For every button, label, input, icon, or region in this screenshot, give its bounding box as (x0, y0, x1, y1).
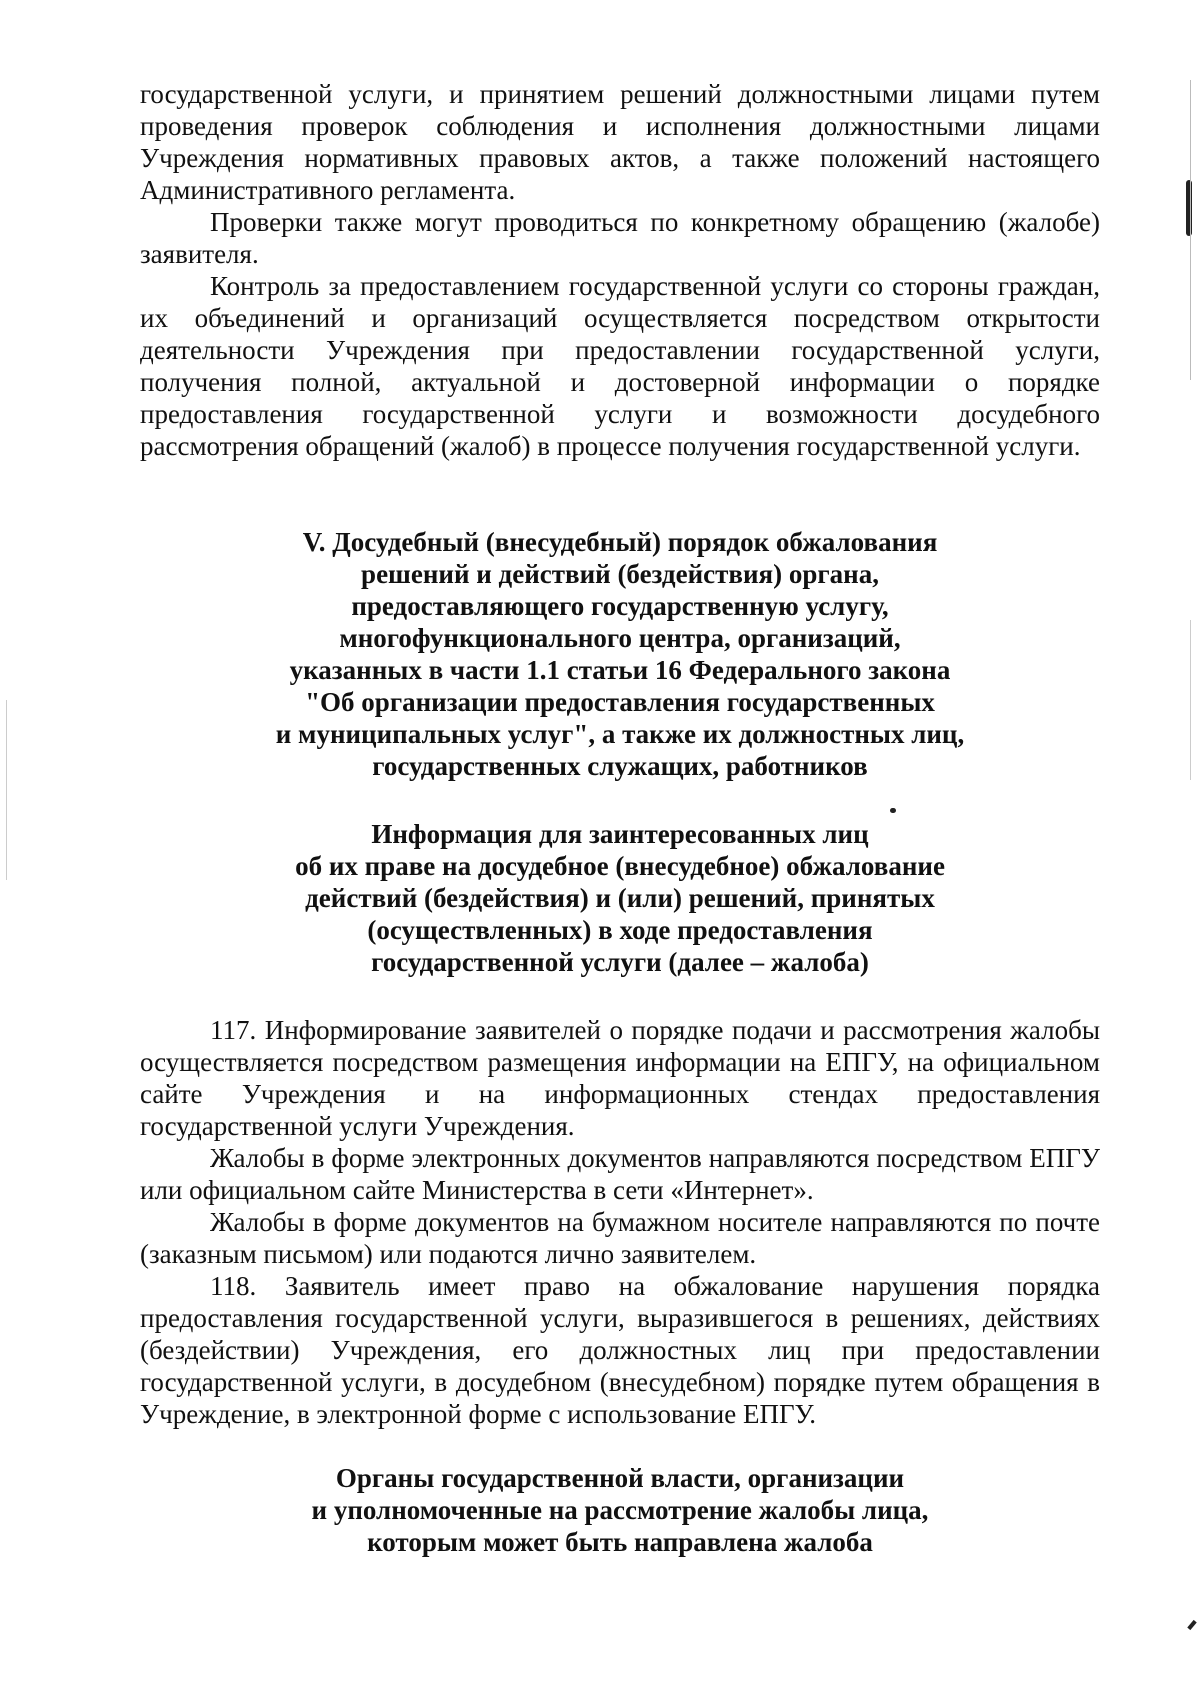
paragraph-inspections: Проверки также могут проводиться по конкретному обращению (жалобе) заявителя. (140, 207, 1100, 269)
section-heading-line: "Об организации предоставления государственных (305, 687, 935, 717)
section-heading-line: государственных служащих, работников (372, 751, 868, 781)
subheading-line: (осуществленных) в ходе предоставления (367, 915, 873, 945)
subheading-authorities (140, 1462, 1100, 1558)
paragraph-electronic-complaints: Жалобы в форме электронных документов направляются посредством ЕПГУ или официальном сайте Министерства в сети «Интернет». (140, 1143, 1100, 1205)
scan-edge-line (6, 700, 7, 880)
section-heading-line: решений и действий (бездействия) органа, (361, 559, 879, 589)
scan-mark (1187, 1620, 1196, 1630)
scan-mark (1186, 180, 1192, 236)
subheading-line: об их праве на досудебное (внесудебное) обжалование (295, 851, 945, 881)
subheading-line: Органы государственной власти, организации (335, 1463, 905, 1493)
section-heading-line: и муниципальных услуг", а также их должностных лиц, (275, 719, 965, 749)
paragraph-continuation: государственной услуги, и принятием решений должностными лицами путем проведения проверок соблюдения и исполнения должностными лицами Учреждения нормативных правовых актов, а также положений настоящего Административного регламента. (140, 79, 1100, 205)
subheading-line: Информация для заинтересованных лиц (371, 819, 869, 849)
section-heading-line: V. Досудебный (внесудебный) порядок обжалования (302, 527, 938, 557)
section-heading-line: многофункционального центра, организаций, (339, 623, 901, 653)
subheading-line: государственной услуги (далее – жалоба) (371, 947, 869, 977)
subheading-line: и уполномоченные на рассмотрение жалобы лица, (311, 1495, 929, 1525)
subheading-information (140, 818, 1100, 978)
scan-edge-line (1190, 80, 1191, 380)
subheading-line: действий (бездействия) и (или) решений, принятых (305, 883, 935, 913)
scan-mark (890, 808, 896, 813)
section-heading-line: предоставляющего государственную услугу, (351, 591, 889, 621)
subheading-line: которым может быть направлена жалоба (367, 1527, 873, 1557)
paragraph-117: 117. Информирование заявителей о порядке подачи и рассмотрения жалобы осуществляется посредством размещения информации на ЕПГУ, на официальном сайте Учреждения и на информационных стендах предоставления государственной услуги Учреждения. (140, 1015, 1100, 1141)
paragraph-118: 118. Заявитель имеет право на обжалование нарушения порядка предоставления государственной услуги, выразившегося в решениях, действиях (бездействии) Учреждения, его должностных лиц при предоставлении государственной услуги, в досудебном (внесудебном) порядке путем обращения в Учреждение, в электронной форме с использование ЕПГУ. (140, 1271, 1100, 1429)
scan-edge-line (1190, 620, 1191, 780)
section-heading-line: указанных в части 1.1 статьи 16 Федерального закона (289, 655, 951, 685)
paragraph-control: Контроль за предоставлением государственной услуги со стороны граждан, их объединений и организаций осуществляется посредством открытости деятельности Учреждения при предоставлении государственной услуги, получения полной, актуальной и достоверной информации о порядке предоставления государственной услуги и возможности досудебного рассмотрения обращений (жалоб) в процессе получения государственной услуги. (140, 271, 1100, 461)
section-heading (140, 526, 1100, 782)
paragraph-paper-complaints: Жалобы в форме документов на бумажном носителе направляются по почте (заказным письмом) или подаются лично заявителем. (140, 1207, 1100, 1269)
